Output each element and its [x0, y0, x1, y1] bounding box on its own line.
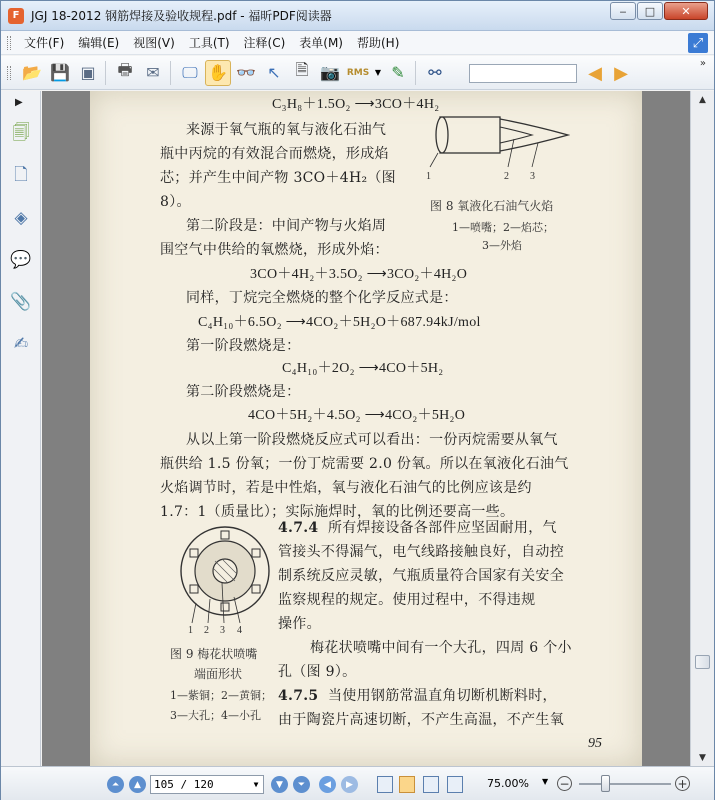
continuous-facing-view-icon[interactable]: [447, 776, 463, 793]
pdf-app-icon: F: [8, 8, 24, 24]
last-page-icon[interactable]: ⏷: [293, 776, 310, 793]
figure-9-legend: 1—紫铜；2—黄铜；: [170, 689, 272, 702]
find-previous-icon[interactable]: ◀: [588, 62, 602, 84]
minimize-button[interactable]: ‒: [610, 2, 636, 20]
body-text-line: 由于陶瓷片高速切断，不产生高温，不产生氧: [278, 712, 564, 728]
open-folder-icon[interactable]: 📂: [22, 63, 42, 82]
layers-icon[interactable]: ◈: [14, 208, 28, 228]
body-text-line: 1.7：1（质量比）；实际施焊时，氧的比例还要高一些。: [160, 504, 515, 520]
section-number: 4.7.5: [278, 688, 319, 704]
save-icon[interactable]: 💾: [50, 63, 70, 82]
title-bar[interactable]: [1, 1, 714, 31]
window-title: JGJ 18-2012 钢筋焊接及验收规程.pdf - 福昕PDF阅读器: [31, 9, 332, 23]
figure-9-label-3: 3: [220, 625, 225, 633]
zoom-slider-knob[interactable]: [601, 775, 610, 792]
page-number-field[interactable]: [150, 775, 264, 794]
status-bar: [1, 766, 714, 800]
body-text-line: 第二阶段燃烧是：: [186, 384, 301, 400]
figure-8-legend: 3—外焰: [482, 239, 522, 252]
previous-page-icon[interactable]: ▲: [129, 776, 146, 793]
body-text-line: 梅花状喷嘴中间有一个大孔，四周 6 个小: [310, 640, 572, 656]
figure-8-flame-diagram: [420, 105, 570, 185]
formula-propane: C₃H₈＋1.5O₂ ⟶3CO＋4H₂: [272, 97, 440, 112]
toolbar-separator: [105, 61, 106, 85]
page-thumb-icon[interactable]: 🗋: [14, 164, 28, 185]
attachments-icon[interactable]: 📎: [10, 292, 32, 312]
sidebar-expand-icon[interactable]: ▶: [15, 97, 23, 108]
zoom-level[interactable]: 75.00%: [487, 777, 529, 790]
formula-outer-flame: 3CO＋4H₂＋3.5O₂ ⟶3CO₂＋4H₂O: [250, 267, 468, 282]
figure-9-label-1: 1: [188, 625, 193, 633]
figure-9-caption: 端面形状: [194, 667, 243, 681]
body-text-line: 制系统反应灵敏，气瓶质量符合国家有关安全: [278, 568, 564, 584]
pdf-page: [90, 91, 642, 766]
single-page-view-icon[interactable]: [377, 776, 393, 793]
navigation-sidebar: [1, 91, 41, 766]
menu-form[interactable]: 表单(M): [299, 35, 343, 50]
body-text-line: 围空气中供给的氧燃烧，形成外焰：: [160, 242, 389, 258]
page-number: 95: [588, 736, 602, 751]
scrollbar-thumb[interactable]: [695, 655, 710, 669]
figure-9-caption: 图 9 梅花状喷嘴: [170, 647, 258, 661]
figure-9-legend: 3—大孔；4—小孔: [170, 709, 261, 722]
figure-8-label-1: 1: [426, 171, 431, 182]
menu-edit[interactable]: 编辑(E): [78, 35, 120, 50]
fullscreen-icon[interactable]: 🖵: [182, 62, 198, 82]
paragraph-4-7-4: [278, 517, 557, 537]
expand-view-icon[interactable]: ⤢: [688, 33, 708, 53]
menu-help[interactable]: 帮助(H): [356, 35, 400, 50]
body-text-line: 来源于氧气瓶的氧与液化石油气: [186, 122, 387, 138]
figure-9-nozzle-diagram: [170, 523, 280, 633]
go-back-icon[interactable]: ◀: [319, 776, 336, 793]
paragraph-4-7-5: [278, 685, 557, 705]
menu-grip[interactable]: [7, 36, 11, 50]
body-text-line: 瓶中丙烷的有效混合而燃烧，形成焰: [160, 146, 389, 162]
body-text-line: 火焰调节时，若是中性焰，氧与液化石油气的比例应该是约: [160, 480, 532, 496]
signature-icon[interactable]: ✍: [13, 334, 29, 354]
email-icon[interactable]: ✉: [146, 63, 160, 82]
figure-8-label-3: 3: [530, 171, 535, 182]
body-text-line: 从以上第一阶段燃烧反应式可以看出：一份丙烷需要从氧气: [186, 432, 558, 448]
main-toolbar: [1, 56, 714, 90]
body-text-line: 孔（图 9）。: [278, 664, 357, 680]
page-number-value: 105 / 120: [154, 778, 214, 791]
page-dropdown-icon[interactable]: ▼: [253, 780, 259, 789]
body-text-line: 所有焊接设备各部件应坚固耐用，气: [328, 520, 557, 536]
figure-9-label-2: 2: [204, 625, 209, 633]
print-icon[interactable]: 🖶: [117, 60, 133, 79]
zoom-in-icon[interactable]: +: [675, 776, 690, 791]
first-page-icon[interactable]: ⏶: [107, 776, 124, 793]
menu-view[interactable]: 视图(V): [133, 35, 175, 50]
figure-9-label-4: 4: [237, 625, 242, 633]
menu-comment[interactable]: 注释(C): [243, 35, 286, 50]
pages-icon[interactable]: 🗐: [12, 122, 30, 143]
zoom-slider-track[interactable]: [579, 783, 671, 785]
body-text-line: 芯；并产生中间产物 3CO＋4H₂（图: [160, 170, 396, 186]
comments-icon[interactable]: 💬: [10, 250, 32, 270]
figure-8-legend: 1—喷嘴；2—焰芯；: [452, 221, 554, 234]
zoom-glass-icon[interactable]: 👓: [236, 63, 256, 82]
body-text-line: 瓶供给 1.5 份氧；一份丁烷需要 2.0 份氧。所以在氧液化石油气: [160, 456, 569, 472]
toolbar-overflow-icon[interactable]: »: [699, 58, 706, 69]
menu-bar: [1, 31, 714, 55]
zoom-out-icon[interactable]: −: [557, 776, 572, 791]
formula-second-stage: 4CO＋5H₂＋4.5O₂ ⟶4CO₂＋5H₂O: [248, 408, 466, 423]
document-viewer[interactable]: [42, 91, 690, 766]
body-text-line: 监察规程的规定。使用过程中，不得违规: [278, 592, 536, 608]
close-button[interactable]: ✕: [664, 2, 708, 20]
rms-icon[interactable]: RMS: [346, 67, 370, 78]
section-number: 4.7.4: [278, 520, 319, 536]
figure-8-caption: 图 8 氧液化石油气火焰: [430, 199, 554, 213]
body-text-line: 管接头不得漏气，电气线路接触良好，自动控: [278, 544, 564, 560]
sign-icon[interactable]: ✎: [391, 63, 405, 82]
search-input[interactable]: [469, 64, 577, 83]
facing-view-icon[interactable]: [423, 776, 439, 793]
vertical-scrollbar[interactable]: [690, 91, 714, 766]
zoom-dropdown-icon[interactable]: ▼: [542, 777, 549, 786]
text-select-icon[interactable]: 🗎: [295, 60, 309, 79]
find-next-icon[interactable]: ▶: [614, 62, 628, 84]
body-text-line: 8）。: [160, 194, 191, 210]
formula-butane: C₄H₁₀＋6.5O₂ ⟶4CO₂＋5H₂O＋687.94kJ/mol: [198, 315, 481, 330]
menu-tools[interactable]: 工具(T): [188, 35, 230, 50]
body-text-line: 操作。: [278, 616, 321, 632]
toolbar-separator: [170, 61, 171, 85]
toolbar-grip[interactable]: [7, 66, 11, 80]
menu-file[interactable]: 文件(F): [24, 35, 65, 50]
scroll-down-icon[interactable]: ▼: [699, 752, 706, 763]
toolbar-separator: [415, 61, 416, 85]
go-forward-icon[interactable]: ▶: [341, 776, 358, 793]
body-text-line: 第二阶段是：中间产物与火焰周: [186, 218, 387, 234]
hand-tool-icon[interactable]: ✋: [205, 60, 231, 86]
select-cursor-icon[interactable]: ↖: [267, 63, 281, 82]
scroll-up-icon[interactable]: ▲: [699, 94, 706, 105]
formula-first-stage: C₄H₁₀＋2O₂ ⟶4CO＋5H₂: [282, 361, 444, 376]
snapshot-icon[interactable]: 📷: [320, 63, 340, 82]
binoculars-icon[interactable]: ⚯: [428, 63, 442, 82]
maximize-button[interactable]: □: [637, 2, 663, 20]
body-text-line: 当使用钢筋常温直角切断机断料时，: [328, 688, 557, 704]
next-page-icon[interactable]: ▼: [271, 776, 288, 793]
dropdown-arrow-icon[interactable]: ▼: [374, 68, 382, 77]
continuous-view-icon[interactable]: [399, 776, 415, 793]
save-all-icon[interactable]: ▣: [80, 63, 96, 82]
figure-8-label-2: 2: [504, 171, 509, 182]
body-text-line: 同样，丁烷完全燃烧的整个化学反应式是：: [186, 290, 458, 306]
body-text-line: 第一阶段燃烧是：: [186, 338, 301, 354]
